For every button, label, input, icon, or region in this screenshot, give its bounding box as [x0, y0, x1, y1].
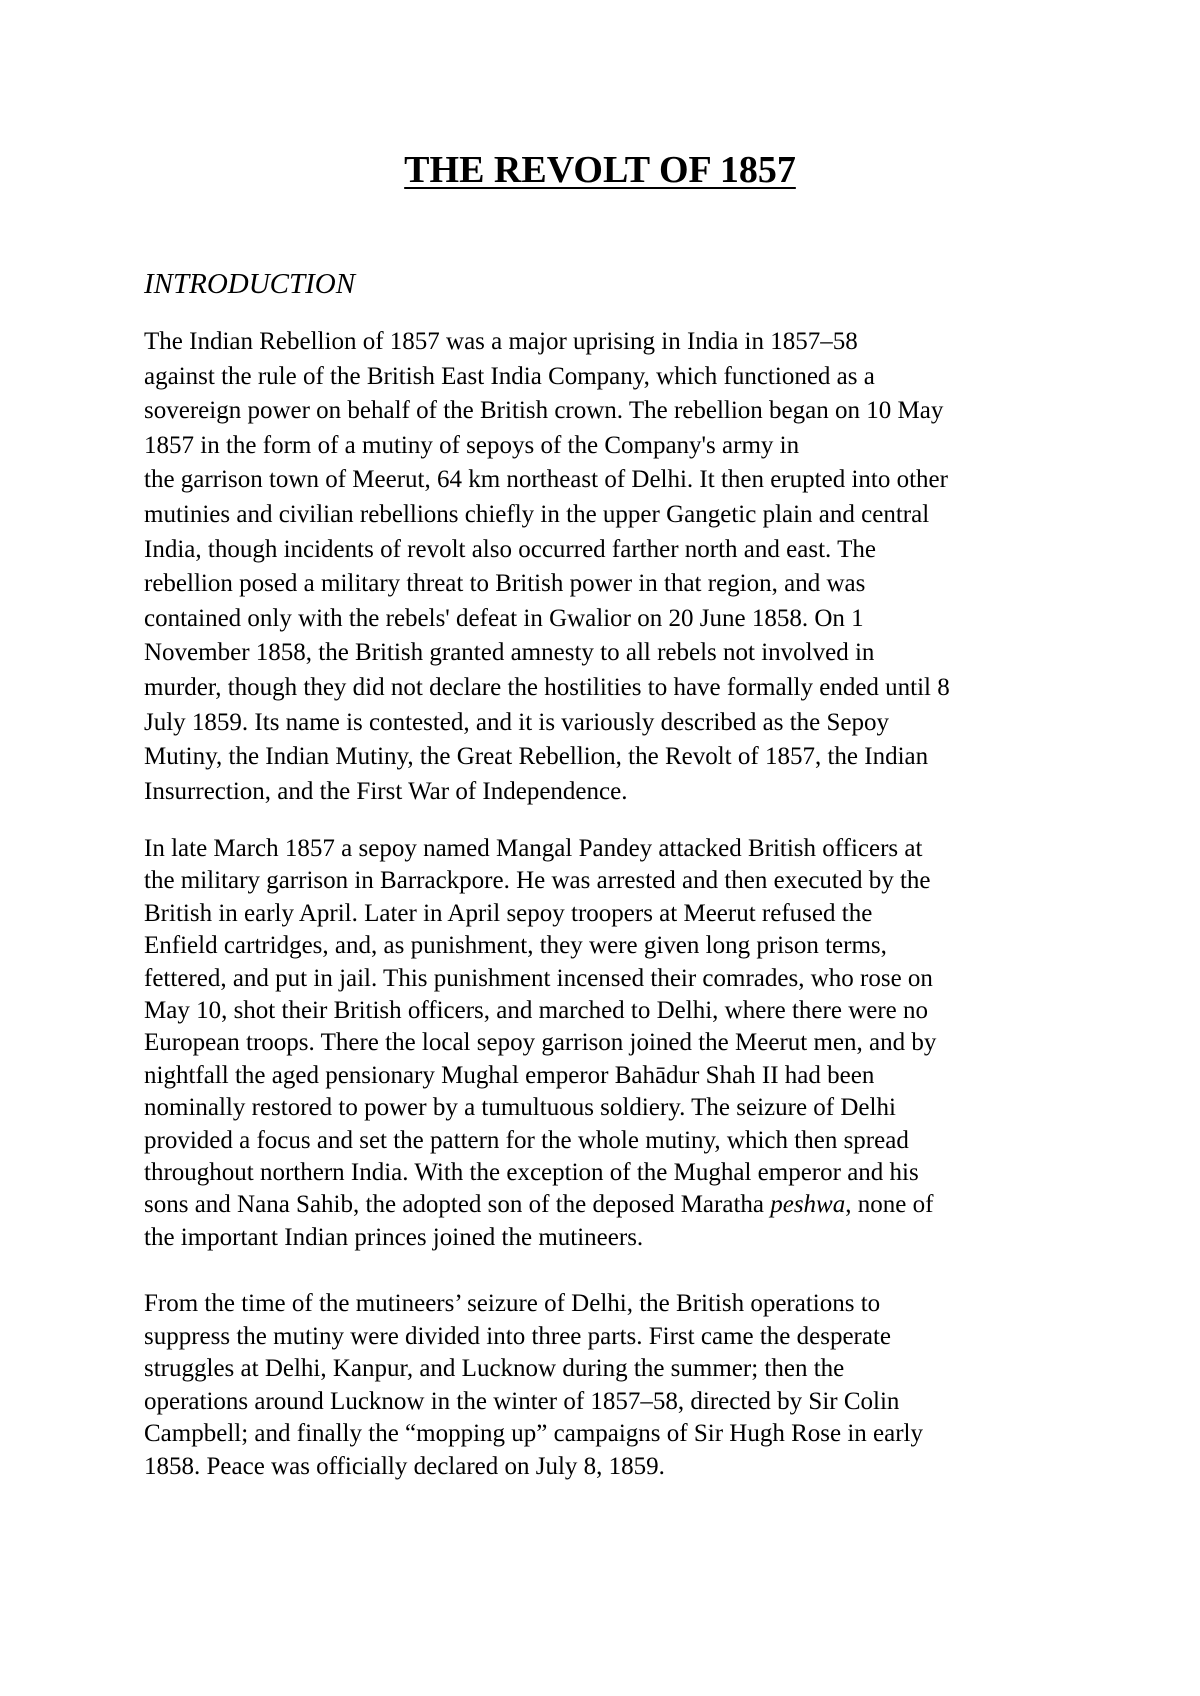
- paragraph-3-line: Campbell; and finally the “mopping up” campaigns of Sir Hugh Rose in early: [144, 1420, 924, 1448]
- paragraph-1-line: The Indian Rebellion of 1857 was a major uprising in India in 1857–58: [144, 328, 858, 355]
- paragraph-2-line: the military garrison in Barrackpore. He was arrested and then executed by the: [144, 867, 931, 895]
- paragraph-2-line: nominally restored to power by a tumultuous soldiery. The seizure of Delhi: [144, 1094, 896, 1122]
- paragraph-3: [144, 1288, 1074, 1484]
- paragraph-2-text: , none of: [845, 1191, 934, 1219]
- paragraph-1-line: India, though incidents of revolt also occurred farther north and east. The: [144, 535, 876, 563]
- document-title: THE REVOLT OF 1857: [404, 149, 796, 191]
- paragraph-2-line: nightfall the aged pensionary Mughal emperor Bahādur Shah II had been: [144, 1061, 875, 1089]
- paragraph-1-line: against the rule of the British East India Company, which functioned as a: [144, 362, 875, 390]
- paragraph-1-line: Insurrection, and the First War of Independence.: [144, 777, 628, 805]
- paragraph-3-line: struggles at Delhi, Kanpur, and Lucknow during the summer; then the: [144, 1355, 845, 1383]
- paragraph-2-line: the important Indian princes joined the mutineers.: [144, 1223, 644, 1251]
- paragraph-2-line: European troops. There the local sepoy garrison joined the Meerut men, and by: [144, 1029, 937, 1057]
- paragraph-2: [144, 833, 1074, 1254]
- paragraph-1-line: mutinies and civilian rebellions chiefly in the upper Gangetic plain and central: [144, 500, 930, 528]
- paragraph-1-line: July 1859. Its name is contested, and it is variously described as the Sepoy: [144, 708, 890, 736]
- paragraph-2-line: throughout northern India. With the exception of the Mughal emperor and his: [144, 1159, 919, 1187]
- paragraph-1-line: November 1858, the British granted amnesty to all rebels not involved in: [144, 639, 875, 667]
- peshwa-term: peshwa: [770, 1191, 846, 1219]
- paragraph-1: [144, 325, 1074, 809]
- paragraph-1-line: contained only with the rebels' defeat in Gwalior on 20 June 1858. On 1: [144, 604, 864, 632]
- paragraph-1-line: Mutiny, the Indian Mutiny, the Great Rebellion, the Revolt of 1857, the Indian: [144, 743, 929, 771]
- paragraph-3-line: From the time of the mutineers’ seizure of Delhi, the British operations to: [144, 1290, 881, 1317]
- paragraph-2-line: In late March 1857 a sepoy named Mangal Pandey attacked British officers at: [144, 835, 923, 862]
- paragraph-2-line: Enfield cartridges, and, as punishment, they were given long prison terms,: [144, 932, 887, 960]
- section-heading-introduction: INTRODUCTION: [144, 268, 356, 300]
- paragraph-1-line: the garrison town of Meerut, 64 km northeast of Delhi. It then erupted into other: [144, 466, 948, 494]
- paragraph-3-line: 1858. Peace was officially declared on July 8, 1859.: [144, 1452, 665, 1480]
- paragraph-2-line: [144, 1189, 1074, 1221]
- paragraph-2-line: fettered, and put in jail. This punishment incensed their comrades, who rose on: [144, 964, 933, 992]
- paragraph-1-line: sovereign power on behalf of the British crown. The rebellion began on 10 May: [144, 397, 944, 425]
- paragraph-1-line: murder, though they did not declare the hostilities to have formally ended until 8: [144, 673, 950, 701]
- paragraph-3-line: suppress the mutiny were divided into three parts. First came the desperate: [144, 1322, 892, 1350]
- paragraph-2-line: British in early April. Later in April sepoy troopers at Meerut refused the: [144, 899, 873, 927]
- paragraph-1-line: rebellion posed a military threat to British power in that region, and was: [144, 570, 866, 598]
- paragraph-2-line: May 10, shot their British officers, and marched to Delhi, where there were no: [144, 997, 929, 1025]
- paragraph-2-line: provided a focus and set the pattern for the whole mutiny, which then spread: [144, 1126, 909, 1154]
- paragraph-3-line: operations around Lucknow in the winter of 1857–58, directed by Sir Colin: [144, 1387, 900, 1415]
- paragraph-2-text: sons and Nana Sahib, the adopted son of the deposed Maratha: [144, 1191, 771, 1219]
- paragraph-1-line: 1857 in the form of a mutiny of sepoys of the Company's army in: [144, 431, 800, 459]
